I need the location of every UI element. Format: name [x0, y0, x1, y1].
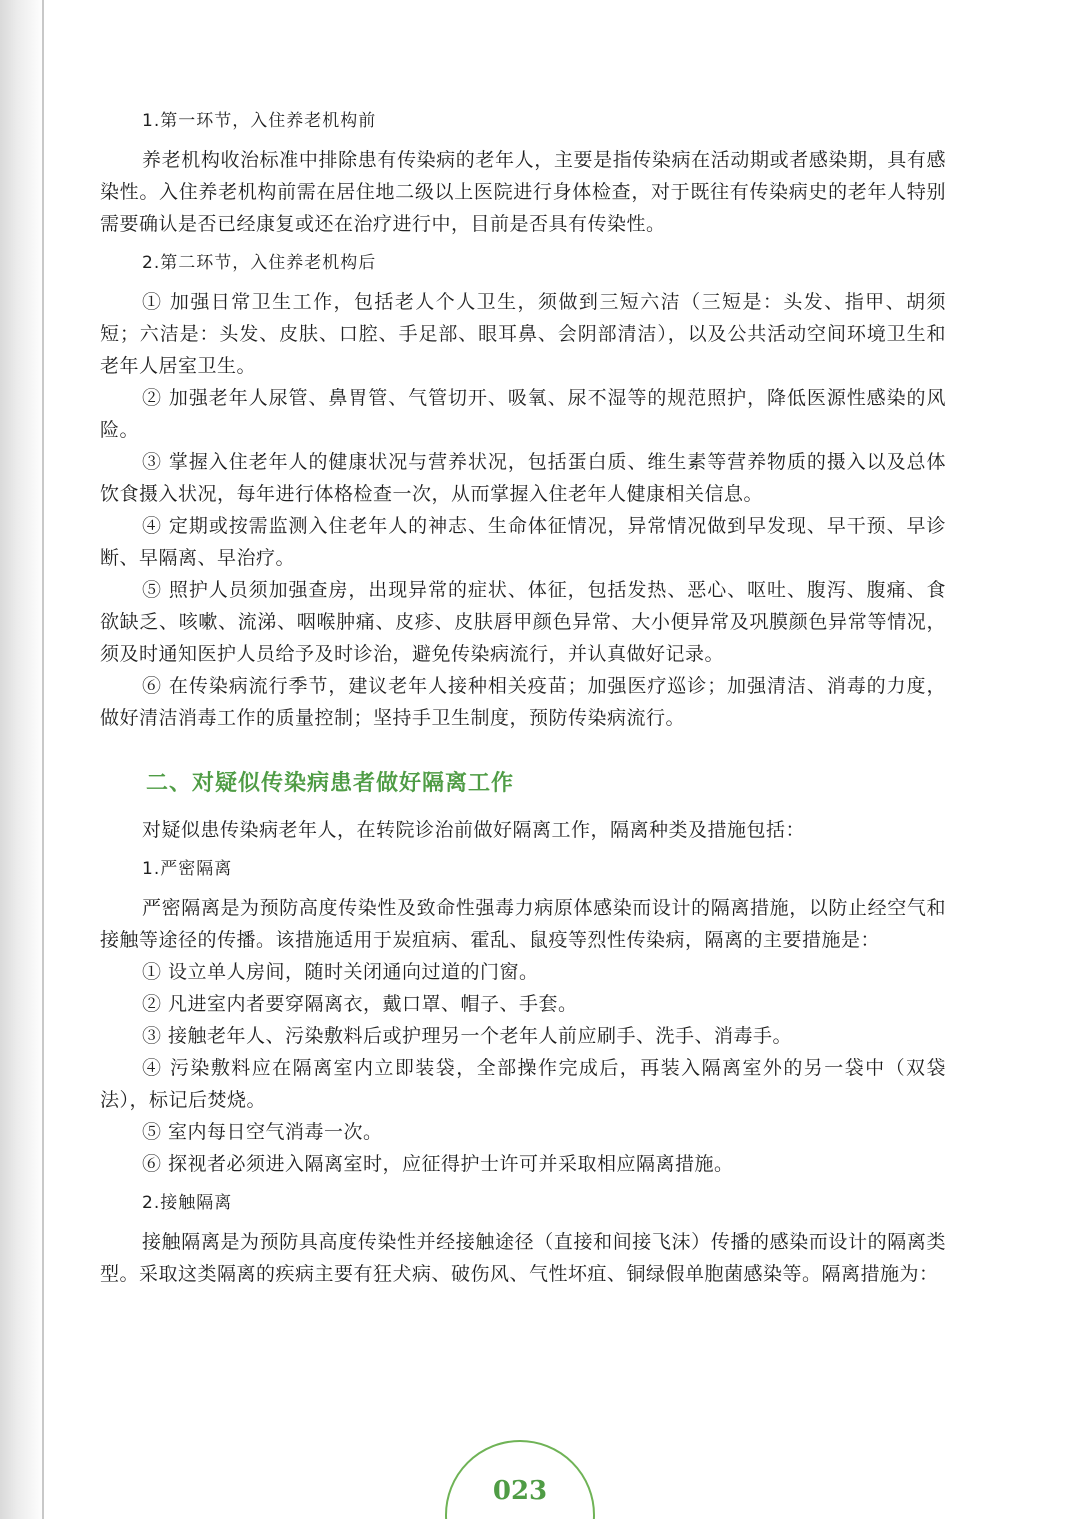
- page-content: [100, 104, 946, 1290]
- paragraph: 接触隔离是为预防具高度传染性并经接触途径（直接和间接飞沫）传播的感染而设计的隔离类型。采取这类隔离的疾病主要有狂犬病、破伤风、气性坏疽、铜绿假单胞菌感染等。隔离措施为：: [100, 1231, 946, 1285]
- subheading-stage-two: 2.第二环节，入住养老机构后: [142, 253, 377, 273]
- list-item: ⑤ 室内每日空气消毒一次。: [142, 1121, 383, 1143]
- list-item: ① 设立单人房间，随时关闭通向过道的门窗。: [142, 961, 539, 983]
- list-item: ④ 定期或按需监测入住老年人的神志、生命体征情况，异常情况做到早发现、早干预、早诊断、早隔离、早治疗。: [100, 515, 946, 569]
- list-item: ④ 污染敷料应在隔离室内立即装袋，全部操作完成后，再装入隔离室外的另一袋中（双袋法），标记后焚烧。: [100, 1057, 946, 1111]
- paragraph: 对疑似患传染病老年人，在转院诊治前做好隔离工作，隔离种类及措施包括：: [142, 819, 806, 841]
- page-binding-edge: [42, 0, 44, 1519]
- subheading-contact-isolation: 2.接触隔离: [142, 1193, 233, 1213]
- paragraph: 严密隔离是为预防高度传染性及致命性强毒力病原体感染而设计的隔离措施，以防止经空气和接触等途径的传播。该措施适用于炭疽病、霍乱、鼠疫等烈性传染病，隔离的主要措施是：: [100, 897, 946, 951]
- page-binding-shadow: [0, 0, 44, 1519]
- list-item: ② 加强老年人尿管、鼻胃管、气管切开、吸氧、尿不湿等的规范照护，降低医源性感染的风险。: [100, 387, 946, 441]
- list-item: ③ 掌握入住老年人的健康状况与营养状况，包括蛋白质、维生素等营养物质的摄入以及总体饮食摄入状况，每年进行体格检查一次，从而掌握入住老年人健康相关信息。: [100, 451, 946, 505]
- list-item: ③ 接触老年人、污染敷料后或护理另一个老年人前应刷手、洗手、消毒手。: [142, 1025, 793, 1047]
- page-number: 023: [492, 1476, 548, 1506]
- subheading-strict-isolation: 1.严密隔离: [142, 859, 233, 879]
- paragraph: 养老机构收治标准中排除患有传染病的老年人，主要是指传染病在活动期或者感染期，具有感染性。入住养老机构前需在居住地二级以上医院进行身体检查，对于既往有传染病史的老年人特别需要确认是否已经康复或还在治疗进行中，目前是否具有传染性。: [100, 149, 946, 235]
- list-item: ② 凡进室内者要穿隔离衣，戴口罩、帽子、手套。: [142, 993, 578, 1015]
- subheading-stage-one: 1.第一环节，入住养老机构前: [142, 111, 377, 131]
- list-item: ① 加强日常卫生工作，包括老人个人卫生，须做到三短六洁（三短是：头发、指甲、胡须短；六洁是：头发、皮肤、口腔、手足部、眼耳鼻、会阴部清洁），以及公共活动空间环境卫生和老年人居室卫生。: [100, 291, 946, 377]
- list-item: ⑥ 探视者必须进入隔离室时，应征得护士许可并采取相应隔离措施。: [142, 1153, 734, 1175]
- list-item: ⑥ 在传染病流行季节，建议老年人接种相关疫苗；加强医疗巡诊；加强清洁、消毒的力度，做好清洁消毒工作的质量控制；坚持手卫生制度，预防传染病流行。: [100, 675, 946, 729]
- list-item: ⑤ 照护人员须加强查房，出现异常的症状、体征，包括发热、恶心、呕吐、腹泻、腹痛、食欲缺乏、咳嗽、流涕、咽喉肿痛、皮疹、皮肤唇甲颜色异常、大小便异常及巩膜颜色异常等情况，须及时通知医护人员给予及时诊治，避免传染病流行，并认真做好记录。: [100, 579, 946, 665]
- page-number-badge: [445, 1440, 595, 1519]
- section-heading: 二、对疑似传染病患者做好隔离工作: [146, 771, 515, 796]
